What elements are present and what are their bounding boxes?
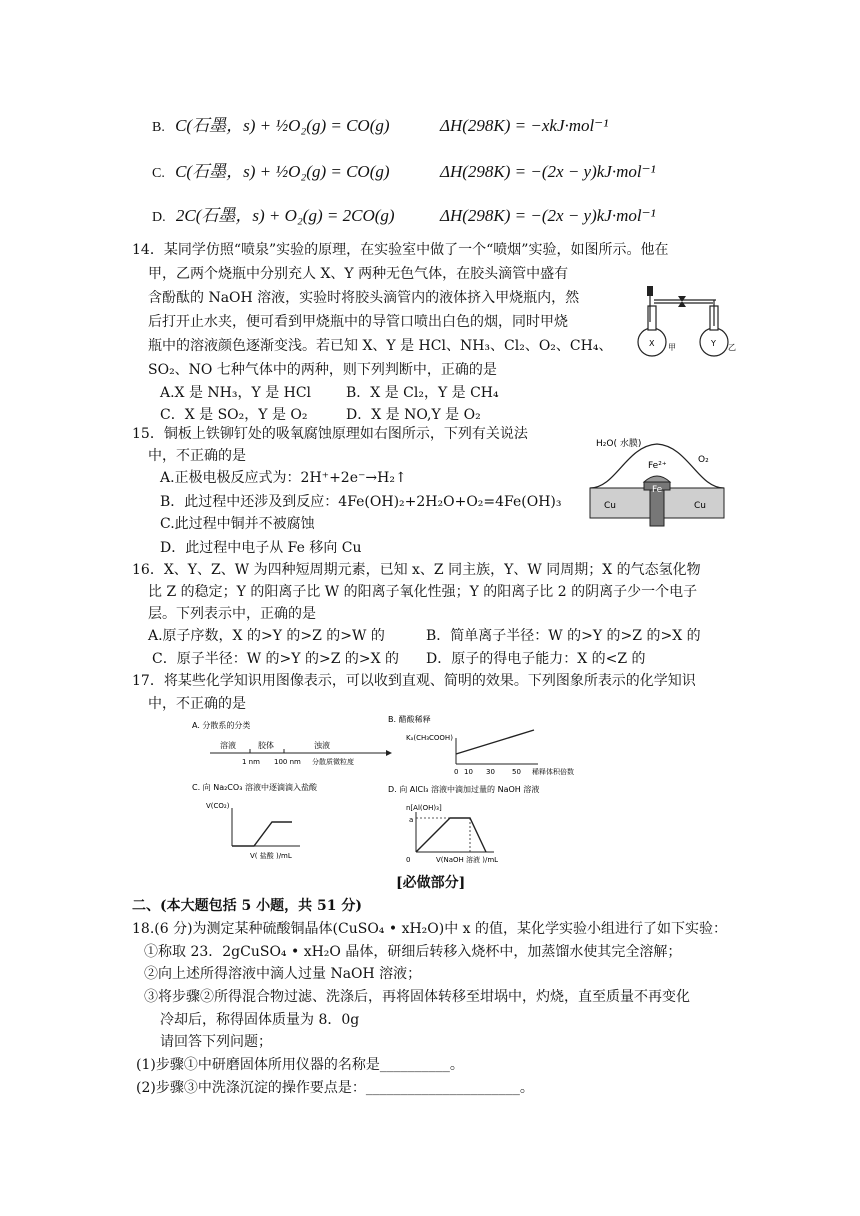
option-13-c <box>152 162 390 184</box>
q15-option-d: D．此过程中电子从 Fe 移向 Cu <box>160 540 362 556</box>
o2-label: O₂ <box>698 455 709 465</box>
q14-line-5: 瓶中的溶液颜色逐渐变浅。若已知 X、Y 是 HCl、NH₃、Cl₂、O₂、CH₄、 <box>148 338 613 354</box>
option-13-d <box>152 206 395 228</box>
q18-step-3: ③将步骤②所得混合物过滤、洗涤后，再将固体转移至坩埚中，灼烧，直至质量不再变化 <box>144 989 690 1005</box>
q18-sub-2: (2)步骤③中洗涤沉淀的操作要点是：______________________。 <box>136 1080 534 1096</box>
q18-line-1: 18.(6 分)为测定某种硫酸铜晶体(CuSO₄ • xH₂O)中 x 的值，某化学实验小组进行了如下实验： <box>132 921 728 937</box>
q14-option-a: A.X 是 NH₃，Y 是 HCl <box>160 385 312 401</box>
flask-jia-label: 甲 <box>668 343 676 352</box>
q14-option-c: C．X 是 SO₂，Y 是 O₂ <box>160 407 308 423</box>
panel-b-title: B. 醋酸稀释 <box>388 715 431 724</box>
q17-line-2: 中，不正确的是 <box>148 696 246 712</box>
q15-line-2: 中，不正确的是 <box>148 448 246 464</box>
cu-right-label: Cu <box>694 501 706 511</box>
panel-d-origin: 0 <box>406 856 411 864</box>
enthalpy-13-c: ΔH(298K) = −(2x − y)kJ·mol⁻¹ <box>440 162 656 181</box>
q16-option-b: B．简单离子半径：W 的>Y 的>Z 的>X 的 <box>426 628 701 644</box>
fe-label: Fe <box>652 485 663 495</box>
q18-sub-1: (1)步骤①中研磨固体所用仪器的名称是__________。 <box>136 1057 464 1073</box>
option-label: C. <box>152 166 165 181</box>
panel-d-ylabel: n[Al(OH)₃] <box>406 804 442 812</box>
fe2-label: Fe²⁺ <box>648 461 667 471</box>
q18-step-2: ②向上述所得溶液中滴人过量 NaOH 溶液； <box>144 966 422 982</box>
corrosion-figure <box>586 432 728 532</box>
panel-c-xlabel: V( 盐酸 )/mL <box>250 852 292 860</box>
panel-c-title: C. 向 Na₂CO₃ 溶液中逐滴滴入盐酸 <box>192 783 317 792</box>
section-2-heading: 二、(本大题包括 5 小题，共 51 分) <box>132 898 362 914</box>
q17-figure <box>188 712 628 868</box>
water-film-label: H₂O( 水膜) <box>596 439 642 449</box>
q18-step-1: ①称取 23．2gCuSO₄ • xH₂O 晶体，研细后转移入烧杯中，加蒸馏水使其完全溶解； <box>144 944 682 960</box>
q16-option-d: D．原子的得电子能力：X 的<Z 的 <box>426 651 646 667</box>
panel-a-seg-suspension: 浊液 <box>314 741 330 750</box>
panel-a-seg-colloid: 胶体 <box>258 741 274 750</box>
equation: C(石墨，s) + ½O₂(g) = CO(g) <box>175 116 390 135</box>
q14-line-6: SO₂、NO 七种气体中的两种，则下列判断中，正确的是 <box>148 362 497 378</box>
equation: 2C(石墨，s) + O₂(g) = 2CO(g) <box>175 206 395 225</box>
panel-d-yval: a <box>409 816 414 824</box>
equation: C(石墨，s) + ½O₂(g) = CO(g) <box>175 162 390 181</box>
q15-line-1: 15．铜板上铁铆钉处的吸氧腐蚀原理如右图所示，下列有关说法 <box>132 426 528 442</box>
panel-a-seg-solution: 溶液 <box>220 741 236 750</box>
panel-b-tick: 10 <box>464 768 473 776</box>
q15-option-a: A.正极电极反应式为：2H⁺+2e⁻→H₂↑ <box>160 470 407 486</box>
q16-line-3: 层。下列表示中，正确的是 <box>148 606 316 622</box>
q16-line-1: 16．X、Y、Z、W 为四种短周期元素，已知 x、Z 同主族，Y、W 同周期；X 的气态氢化物 <box>132 562 701 578</box>
q16-line-2: 比 Z 的稳定；Y 的阳离子比 W 的阳离子氧化性强；Y 的阳离子比 2 的阴离子少一个电子 <box>148 584 698 600</box>
option-13-b <box>152 116 390 138</box>
q18-step-3-cont: 冷却后，称得固体质量为 8．0g <box>160 1012 360 1028</box>
panel-b-ylabel: Kₐ(CH₃COOH) <box>406 734 453 742</box>
panel-a-tick-1nm: 1 nm <box>242 758 260 766</box>
panel-b-xlabel: 稀释体积倍数 <box>532 768 574 776</box>
q14-line-3: 含酚酞的 NaOH 溶液，实验时将胶头滴管内的液体挤入甲烧瓶内，然 <box>148 290 580 306</box>
q17-line-1: 17．将某些化学知识用图像表示，可以收到直观、简明的效果。下列图象所表示的化学知识 <box>132 673 696 689</box>
panel-d-xlabel: V(NaOH 溶液 )/mL <box>436 856 499 864</box>
flask-x-label: X <box>649 339 655 348</box>
q15-option-b: B．此过程中还涉及到反应：4Fe(OH)₂+2H₂O+O₂=4Fe(OH)₃ <box>160 494 562 510</box>
panel-b-tick: 0 <box>454 768 459 776</box>
panel-b-tick: 50 <box>512 768 521 776</box>
q14-line-4: 后打开止水夹，便可看到甲烧瓶中的导管口喷出白色的烟，同时甲烧 <box>148 314 568 330</box>
enthalpy-13-d: ΔH(298K) = −(2x − y)kJ·mol⁻¹ <box>440 206 656 225</box>
option-label: D. <box>152 210 166 225</box>
flask-yi-label: 乙 <box>728 343 736 352</box>
panel-d-title: D. 向 AlCl₃ 溶液中滴加过量的 NaOH 溶液 <box>388 785 540 794</box>
enthalpy-13-b: ΔH(298K) = −xkJ·mol⁻¹ <box>440 116 609 135</box>
q14-line-2: 甲，乙两个烧瓶中分别充人 X、Y 两种无色气体，在胶头滴管中盛有 <box>148 266 569 282</box>
panel-c-ylabel: V(CO₂) <box>206 802 230 810</box>
panel-a-tick-100nm: 100 nm <box>274 758 301 766</box>
flask-apparatus-figure <box>628 282 738 362</box>
q14-option-b: B．X 是 Cl₂，Y 是 CH₄ <box>346 385 499 401</box>
q18-prompt: 请回答下列问题； <box>160 1034 272 1050</box>
flask-y-label: Y <box>711 339 716 348</box>
q16-option-c: C．原子半径：W 的>Y 的>Z 的>X 的 <box>152 651 400 667</box>
panel-a-title: A. 分散系的分类 <box>192 721 251 730</box>
panel-a-axis: 分散质微粒度 <box>312 758 354 766</box>
q14-line-1: 14．某同学仿照“喷泉”实验的原理，在实验室中做了一个“喷烟”实验，如图所示。他在 <box>132 242 669 258</box>
cu-left-label: Cu <box>604 501 616 511</box>
q14-option-d: D．X 是 NO,Y 是 O₂ <box>346 407 481 423</box>
q15-option-c: C.此过程中铜并不被腐蚀 <box>160 516 315 532</box>
panel-b-tick: 30 <box>486 768 495 776</box>
option-label: B. <box>152 120 165 135</box>
q16-option-a: A.原子序数，X 的>Y 的>Z 的>W 的 <box>148 628 385 644</box>
required-part-heading: [必做部分] <box>396 875 466 891</box>
